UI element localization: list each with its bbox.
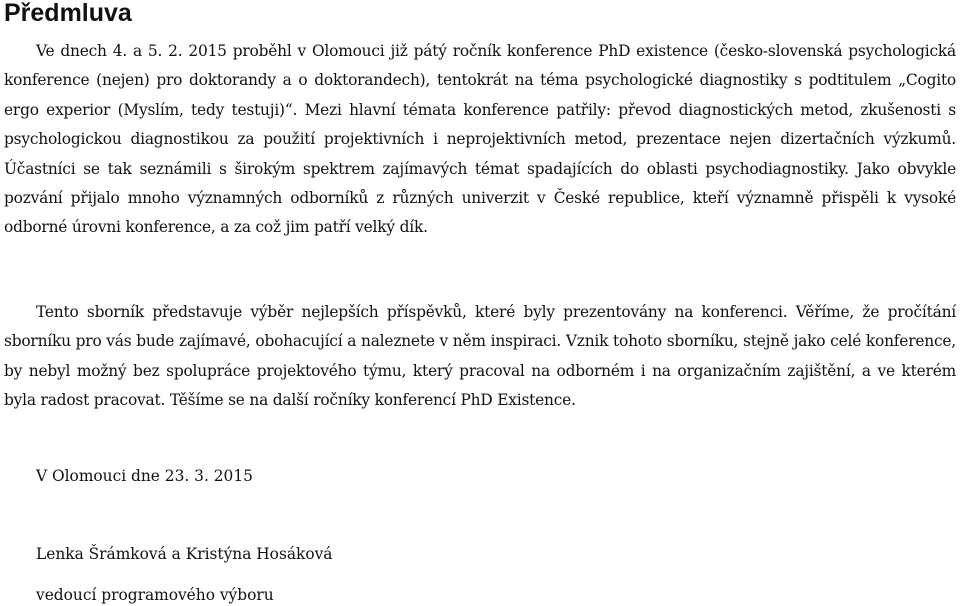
page-title: Předmluva: [4, 0, 132, 27]
signature-authors: Lenka Šrámková a Kristýna Hosáková: [36, 545, 333, 563]
place-and-date: V Olomouci dne 23. 3. 2015: [36, 467, 253, 485]
signature-role: vedoucí programového výboru: [36, 586, 274, 604]
paragraph-proceedings: Tento sborník představuje výběr nejlepších příspěvků, které byly prezentovány na konferenci. Věříme, že pročítání sborníku pro vás bude zajímavé, obohacující a naleznete v něm inspiraci. Vznik tohoto sborníku, stejně jako celé konference, by nebyl možný bez spolupráce projektového týmu, který pracoval na odborném i na organizačním zajištění, a ve kterém byla radost pracovat. Těšíme se na další ročníky konferencí PhD Existence.: [4, 303, 956, 410]
paragraph-intro: Ve dnech 4. a 5. 2. 2015 proběhl v Olomouci již pátý ročník konference PhD existence (česko-slovenská psychologická konference (nejen) pro doktorandy a o doktorandech), tentokrát na téma psychologické diagnostiky s podtitulem „Cogito ergo experior (Myslím, tedy testuji)“. Mezi hlavní témata konference patřily: převod diagnostických metod, zkušenosti s psychologickou diagnostikou za použití projektivních i neprojektivních metod, prezentace nejen dizertačních výzkumů. Účastníci se tak seznámili s širokým spektrem zajímavých témat spadajících do oblasti psychodiagnostiky. Jako obvykle pozvání přijalo mnoho významných odborníků z různých univerzit v České republice, kteří významně přispěli k vysoké odborné úrovni konference, a za což jim patří velký dík.: [4, 42, 956, 237]
